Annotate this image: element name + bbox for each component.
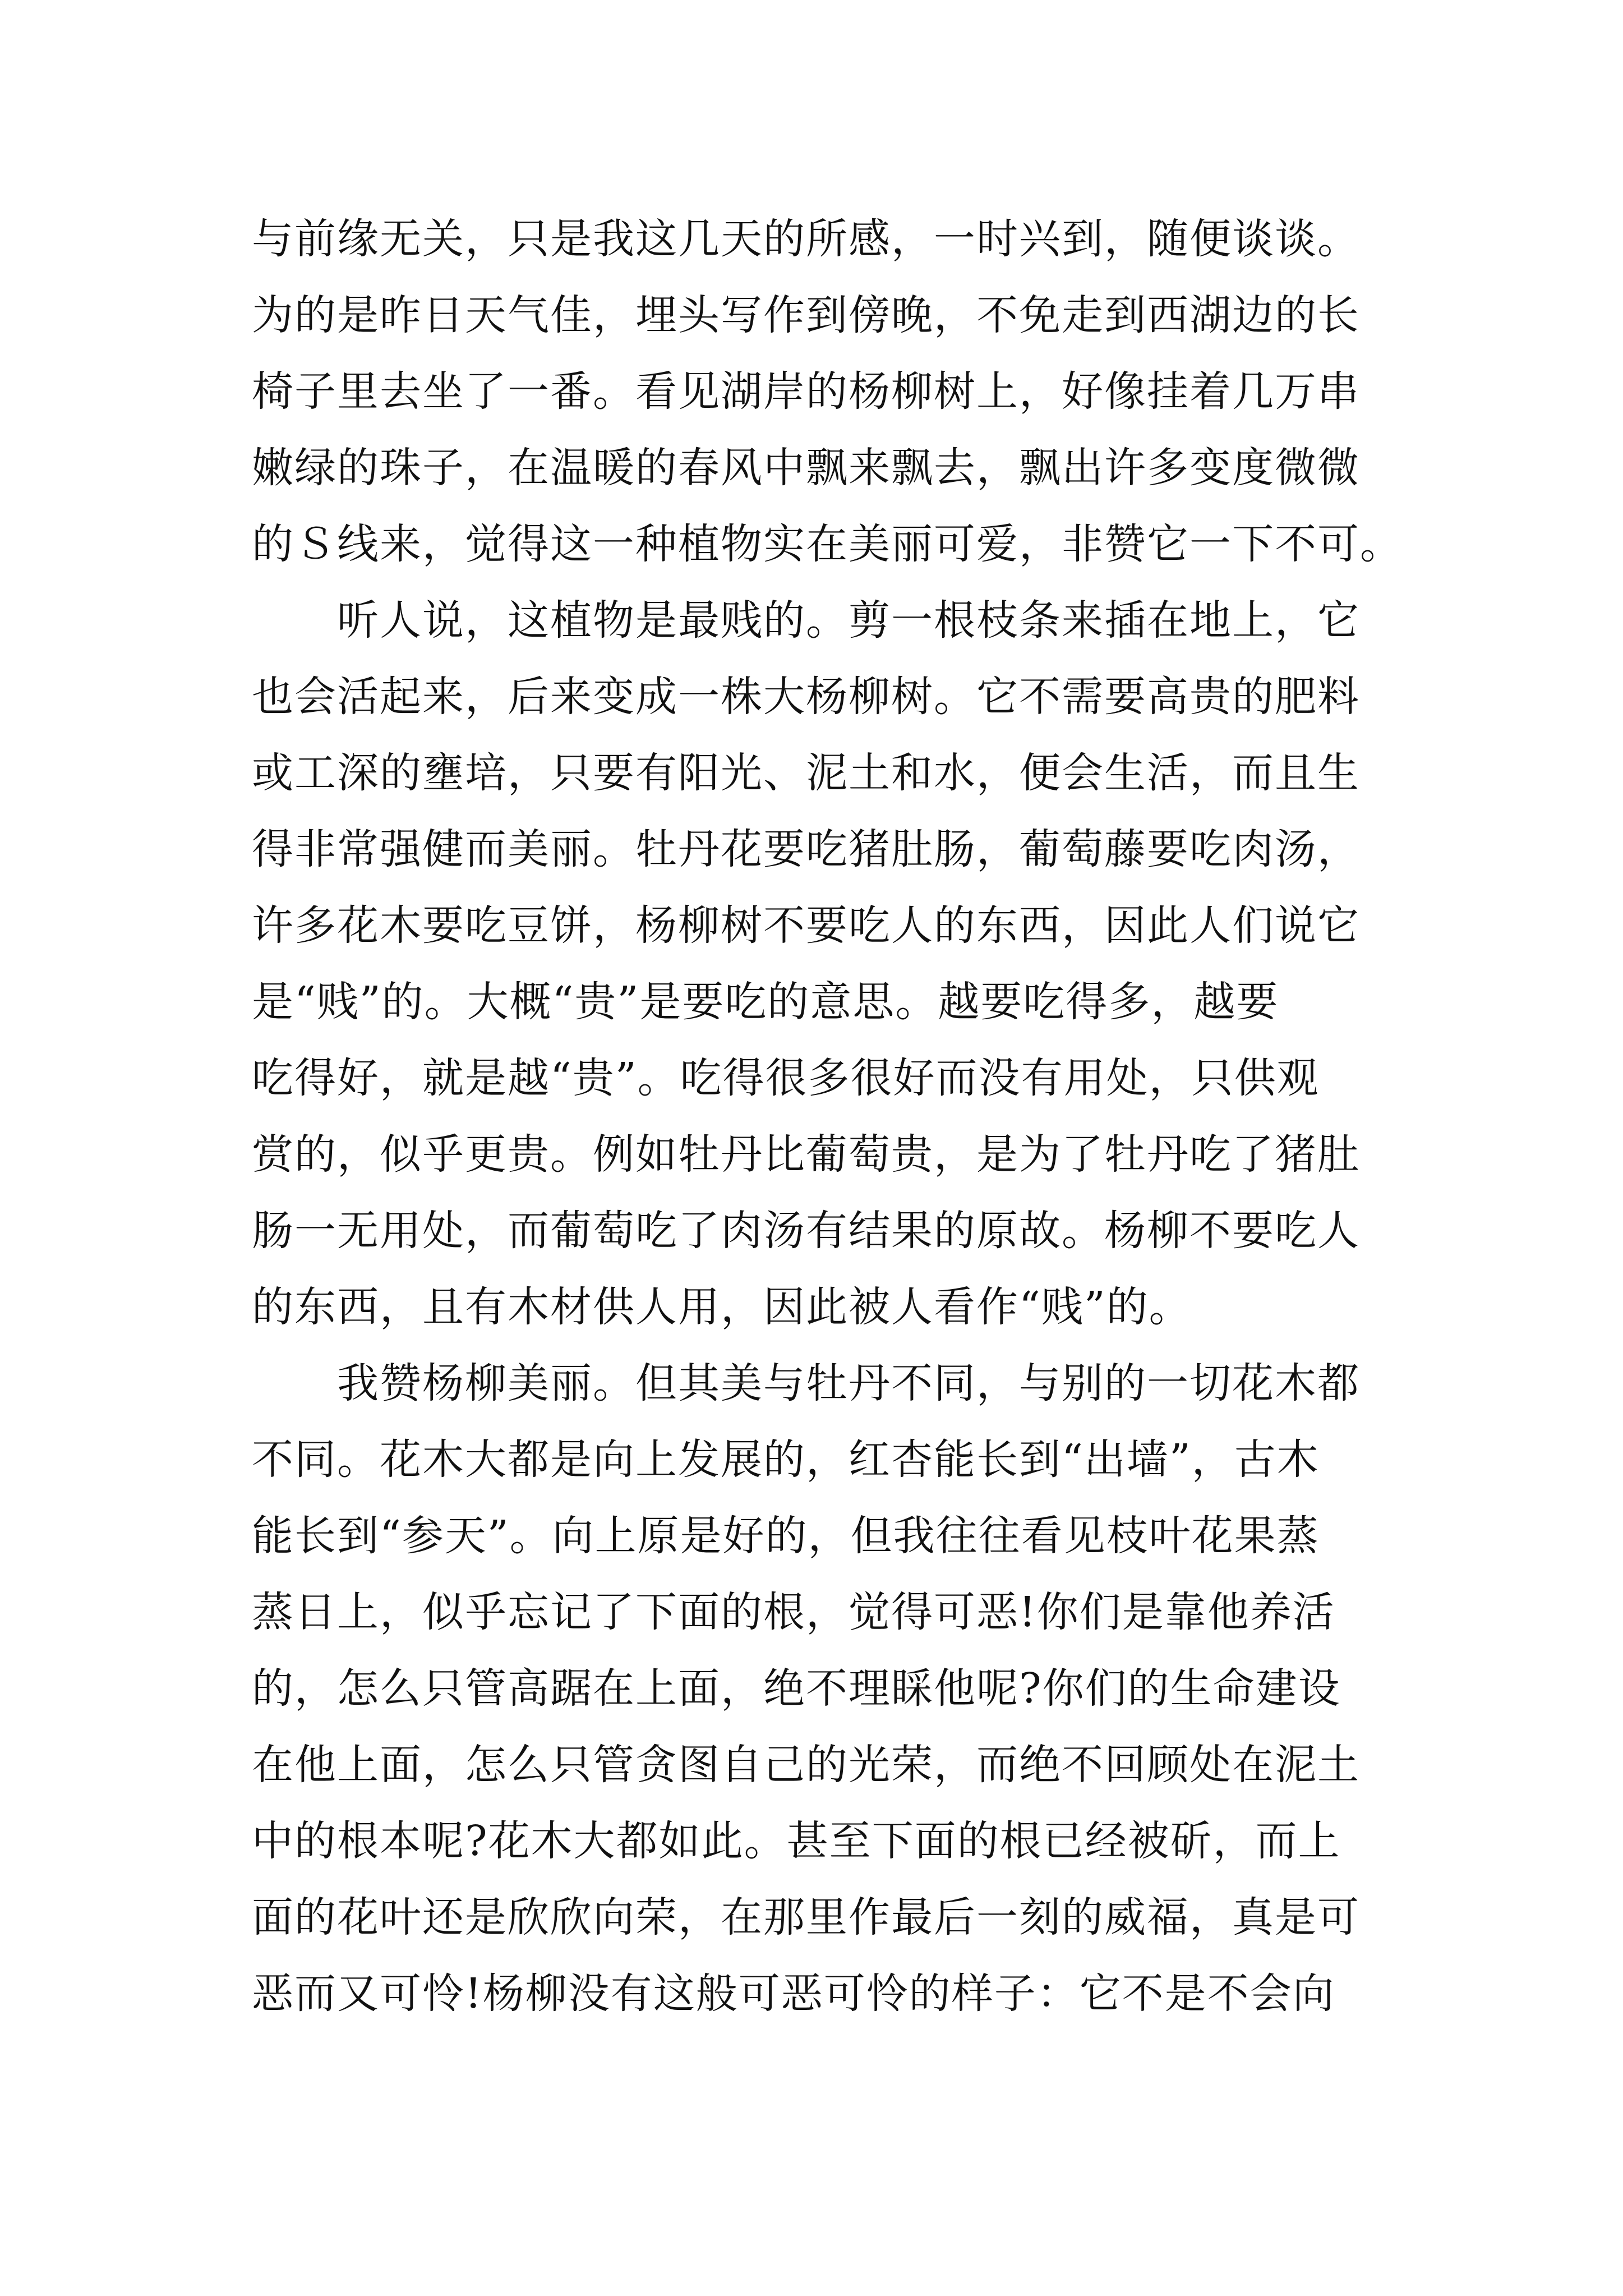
text-line: 在他上面，怎么只管贪图自己的光荣，而绝不回顾处在泥土 xyxy=(252,1741,1360,1789)
paragraph-start-line: 我赞杨柳美丽。但其美与牡丹不同，与别的一切花木都 xyxy=(252,1359,1360,1407)
text-line: 或工深的壅培，只要有阳光、泥土和水，便会生活，而且生 xyxy=(252,749,1360,797)
text-line: 中的根本呢?花木大都如此。甚至下面的根已经被斫，而上 xyxy=(252,1817,1341,1865)
text-line: 的Ｓ线来，觉得这一种植物实在美丽可爱，非赞它一下不可。 xyxy=(252,520,1403,568)
text-line: 能长到“参天”。向上原是好的，但我往往看见枝叶花果蒸 xyxy=(252,1512,1320,1560)
text-line: 不同。花木大都是向上发展的，红杏能长到“出墙”，古木 xyxy=(252,1435,1320,1484)
text-line: 面的花叶还是欣欣向荣，在那里作最后一刻的威福，真是可 xyxy=(252,1893,1360,1941)
text-line: 吃得好，就是越“贵”。吃得很多很好而没有用处，只供观 xyxy=(252,1054,1320,1102)
body-text xyxy=(252,201,1403,2032)
paragraph-start-line: 听人说，这植物是最贱的。剪一根枝条来插在地上，它 xyxy=(252,596,1360,645)
text-line: 得非常强健而美丽。牡丹花要吃猪肚肠，葡萄藤要吃肉汤， xyxy=(252,825,1360,873)
text-line: 肠一无用处，而葡萄吃了肉汤有结果的原故。杨柳不要吃人 xyxy=(252,1207,1360,1255)
text-line: 与前缘无关，只是我这几天的所感，一时兴到，随便谈谈。 xyxy=(252,215,1360,263)
text-line: 的东西，且有木材供人用，因此被人看作“贱”的。 xyxy=(252,1283,1192,1331)
text-line: 为的是昨日天气佳，埋头写作到傍晚，不免走到西湖边的长 xyxy=(252,291,1360,339)
text-line: 的，怎么只管高踞在上面，绝不理睬他呢?你们的生命建设 xyxy=(252,1664,1341,1713)
text-line: 也会活起来，后来变成一株大杨柳树。它不需要高贵的肥料 xyxy=(252,673,1360,721)
text-line: 许多花木要吃豆饼，杨柳树不要吃人的东西，因此人们说它 xyxy=(252,901,1360,950)
text-line: 蒸日上，似乎忘记了下面的根，觉得可恶!你们是靠他养活 xyxy=(252,1588,1335,1636)
text-line: 是“贱”的。大概“贵”是要吃的意思。越要吃得多，越要 xyxy=(252,978,1279,1026)
text-line: 椅子里去坐了一番。看见湖岸的杨柳树上，好像挂着几万串 xyxy=(252,367,1360,416)
text-line: 嫩绿的珠子，在温暖的春风中飘来飘去，飘出许多变度微微 xyxy=(252,444,1360,492)
text-line: 恶而又可怜!杨柳没有这般可恶可怜的样子：它不是不会向 xyxy=(252,1970,1335,2018)
text-line: 赏的，似乎更贵。例如牡丹比葡萄贵，是为了牡丹吃了猪肚 xyxy=(252,1130,1360,1179)
